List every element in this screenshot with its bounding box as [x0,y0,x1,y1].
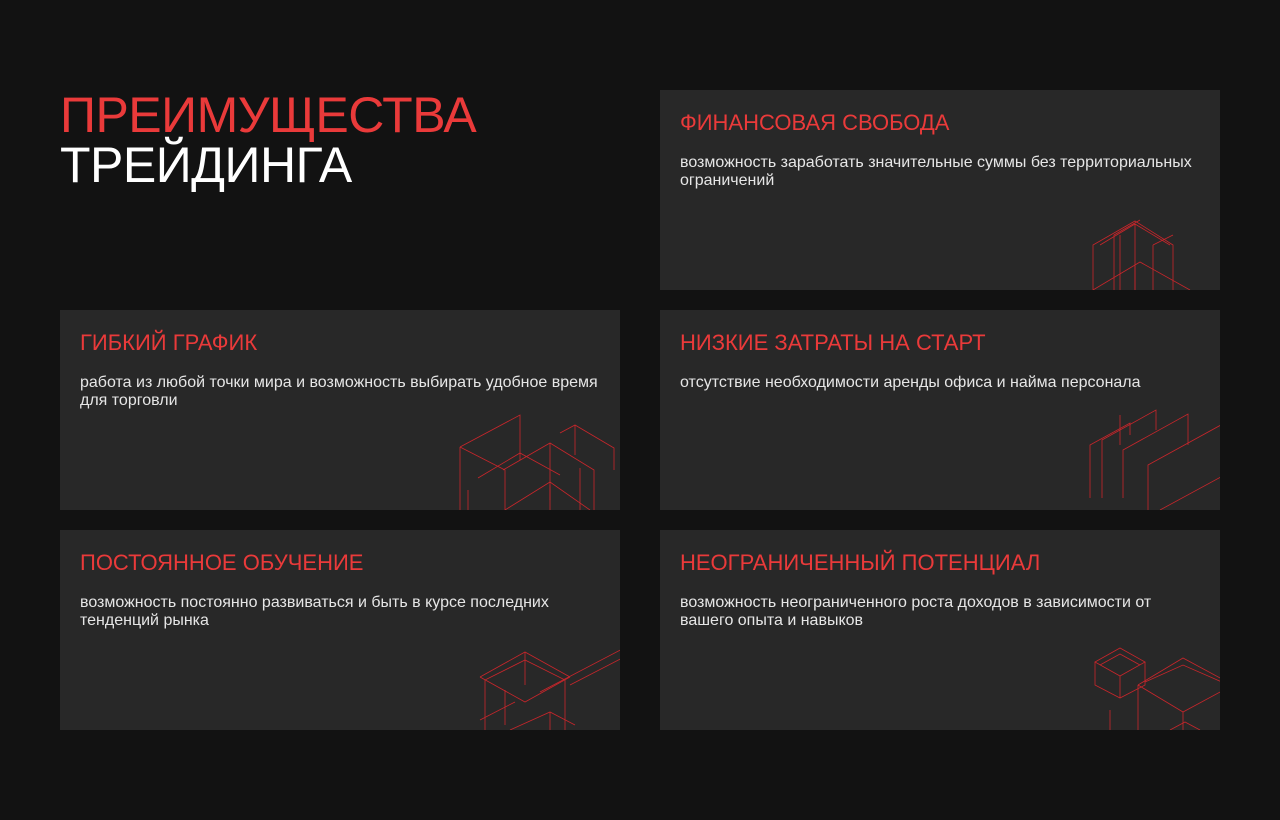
wireframe-boxes-icon [960,170,1220,290]
page-title-line-2: ТРЕЙДИНГА [60,137,352,193]
card-title: ГИБКИЙ ГРАФИК [80,330,258,355]
wireframe-boxes-icon [960,610,1220,730]
card-continuous-learning [60,530,620,730]
card-description: возможность неограниченного роста доходов в зависимости от вашего опыта и навыков [680,594,1152,629]
card-title: НИЗКИЕ ЗАТРАТЫ НА СТАРТ [680,330,986,355]
wireframe-boxes-icon [360,390,620,510]
card-description: возможность заработать значительные суммы без территориальных ограничений [680,154,1192,189]
card-unlimited-potential [660,530,1220,730]
card-description: работа из любой точки мира и возможность выбирать удобное время для торговли [80,374,598,409]
card-flexible-schedule [60,310,620,510]
card-title: ПОСТОЯННОЕ ОБУЧЕНИЕ [80,550,364,575]
card-description: отсутствие необходимости аренды офиса и найма персонала [680,374,1141,391]
page-title [60,87,477,193]
card-description: возможность постоянно развиваться и быть в курсе последних тенденций рынка [80,594,549,629]
card-title: ФИНАНСОВАЯ СВОБОДА [680,110,950,135]
page-title-line-1: ПРЕИМУЩЕСТВА [60,87,477,143]
wireframe-boxes-icon [360,610,620,730]
wireframe-boxes-icon [960,390,1220,510]
card-financial-freedom [660,90,1220,290]
card-title: НЕОГРАНИЧЕННЫЙ ПОТЕНЦИАЛ [680,550,1041,575]
card-low-startup-costs [660,310,1220,510]
